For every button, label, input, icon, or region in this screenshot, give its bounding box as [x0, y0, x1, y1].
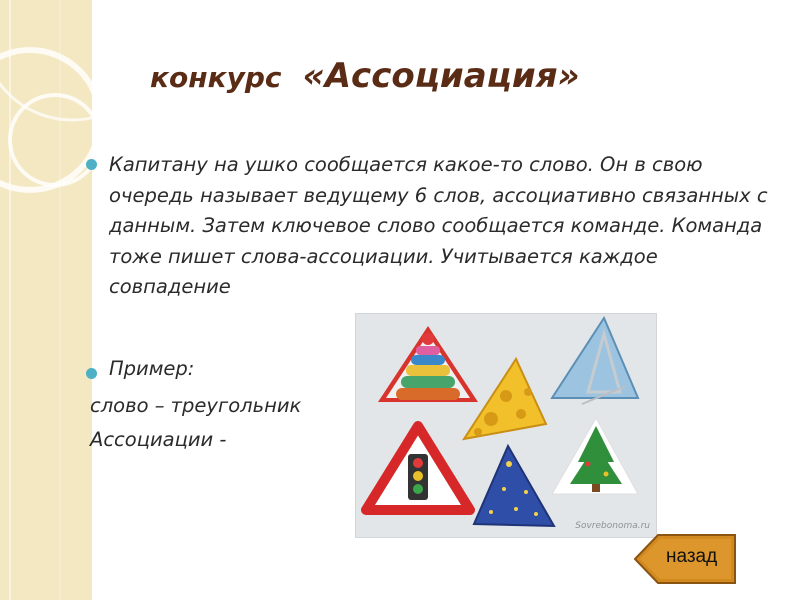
description-text: Капитану на ушко сообщается какое-то слово. Он в свою очередь называет ведущему 6 слов, ассоциативно связанных с данным. Затем ключевое слово сообщается команде. Команда тоже пишет слова-ассоциации. Учитывается каждое совпадение — [109, 153, 768, 298]
triangles-illustration — [356, 314, 656, 537]
associations-label: Ассоциации - — [90, 428, 227, 451]
example-label: Пример: — [109, 357, 195, 380]
bullet-icon — [86, 368, 97, 379]
back-button[interactable] — [634, 534, 736, 584]
decorative-circles — [0, 0, 92, 600]
bullet-icon — [86, 159, 97, 170]
description-block — [86, 150, 776, 303]
decorative-side-strip — [0, 0, 92, 600]
slide-title — [150, 56, 580, 96]
title-main: «Ассоциация» — [302, 56, 580, 96]
back-button-label: назад — [666, 546, 718, 567]
photo-watermark: Sovrebonoma.ru — [575, 521, 650, 531]
example-block — [86, 354, 194, 385]
example-word: слово – треугольник — [90, 394, 302, 417]
starry-triangle-icon — [474, 446, 554, 526]
pyramid-toy-icon — [378, 326, 478, 402]
musical-triangle-icon — [552, 318, 638, 404]
cheese-icon — [464, 359, 546, 439]
fir-tree-icon — [552, 418, 638, 494]
traffic-sign-icon — [366, 426, 470, 510]
triangles-photo — [355, 313, 657, 538]
title-prefix: конкурс — [150, 61, 282, 94]
